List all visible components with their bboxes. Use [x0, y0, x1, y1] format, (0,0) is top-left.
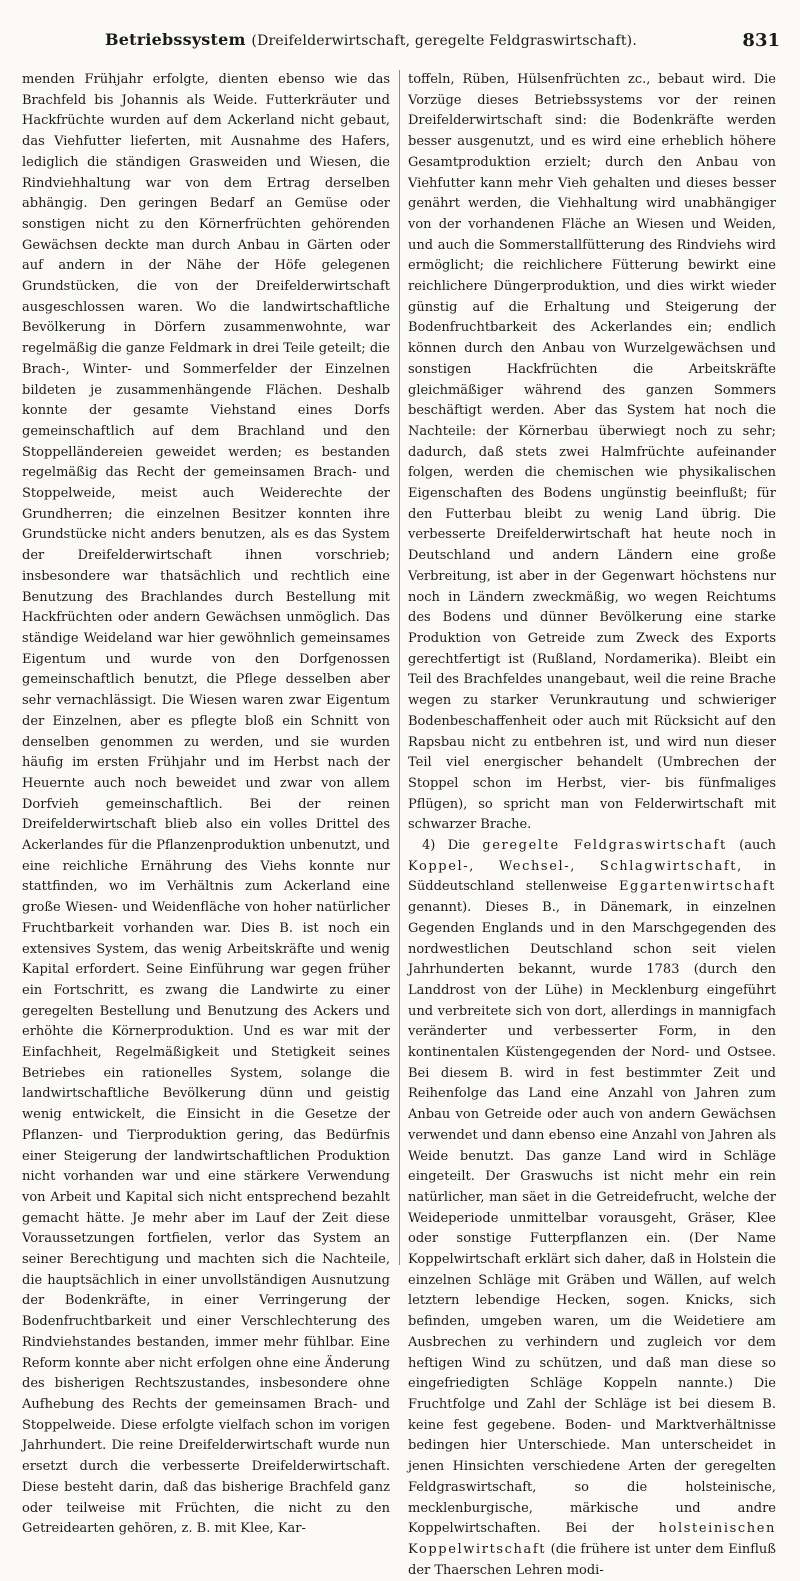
page — [22, 0, 780, 1578]
column-divider — [399, 70, 400, 1265]
running-header — [22, 30, 780, 54]
text-fragment: (auch — [726, 838, 776, 854]
header-subtitle: (Dreifelderwirtschaft, geregelte Feldgraswirtschaft). — [251, 33, 637, 49]
left-column-text: menden Frühjahr erfolgte, dienten ebenso wie das Brachfeld bis Johannis als Weide. Futterkräuter und Hackfrüchte wurden auf dem Ackerland nicht gebaut, das Viehfutter lieferten, mit Ausnahme des Hafers, lediglich die ständigen Grasweiden und Wiesen, die Rindviehhaltung war von dem Ertrag derselben abhängig. Den geringen Bedarf an Gemüse oder sonstigen nicht zu den Körnerfrüchten gehörenden Gewächsen deckte man durch Anbau in Gärten oder auf andern in der Nähe der Höfe gelegenen Grundstücken, die von der Dreifelderwirtschaft ausgeschlossen waren. Wo die landwirtschaftliche Bevölkerung in Dörfern zusammenwohnte, war regelmäßig die ganze Feldmark in drei Teile geteilt; die Brach-, Winter- und Sommerfelder der Einzelnen bildeten je zusammenhängende Flächen. Deshalb konnte der gesamte Viehstand eines Dorfs gemeinschaftlich auf dem Brachland und den Stoppelländereien geweidet werden; es bestanden regelmäßig das Recht der gemeinsamen Brach- und Stoppelweide, meist auch Weiderechte der Grundherren; die einzelnen Besitzer konnten ihre Grundstücke nicht anders benutzen, als es das System der Dreifelderwirtschaft ihnen vorschrieb; insbesondere war thatsächlich und rechtlich eine Benutzung des Brachlandes durch Bestellung mit Hackfrüchten oder andern Gewächsen unmöglich. Das ständige Weideland war hier gewöhnlich gemeinsames Eigentum und wurde von den Dorfgenossen gemeinschaftlich benutzt, die Pflege desselben aber sehr vernachlässigt. Die Wiesen waren zwar Eigentum der Einzelnen, aber es pflegte bloß ein Schnitt von denselben genommen zu werden, und sie wurden häufig im ersten Frühjahr und im Herbst nach der Heuernte auch noch beweidet und zwar von allem Dorfvieh gemeinschaftlich. Bei der reinen Dreifelderwirtschaft blieb also ein volles Drittel des Ackerlandes für die Pflanzenproduktion unbenutzt, und eine reichliche Ernährung des Viehs konnte nur stattfinden, wo im Verhältnis zum Ackerland eine große Wiesen- und Weidenfläche von hoher natürlicher Fruchtbarkeit vorhanden war. Dies B. ist noch ein extensives System, das wenig Arbeitskräfte und wenig Kapital erfordert. Seine Einführung war gegen früher ein Fortschritt, es zwang die Landwirte zu einer geregelten Bestellung und Benutzung des Ackers und erhöhte die Körnerproduktion. Und es war mit der Einfachheit, Regelmäßigkeit und Stetigkeit seines Betriebes ein rationelles System, solange die landwirtschaftliche Bevölkerung dünn und geistig wenig entwickelt, die Einsicht in die Gesetze der Pflanzen- und Tierproduktion gering, das Bedürfnis einer Steigerung der landwirtschaftlichen Produktion nicht vorhanden war und eine stärkere Verwendung von Arbeit und Kapital sich nicht entsprechend bezahlt gemacht hätte. Je mehr aber im Lauf der Zeit diese Voraussetzungen fortfielen, verlor das System an seiner Berechtigung und machten sich die Nachteile, die hauptsächlich in einer unvollständigen Ausnutzung der Bodenkräfte, in einer Verringerung der Bodenfruchtbarkeit und einer Verschlechterung des Rindviehstandes bestanden, immer mehr fühlbar. Eine Reform konnte aber nicht erfolgen ohne eine Änderung des bisherigen Rechtszustandes, insbesondere ohne Aufhebung des Rechts der gemeinsamen Brach- und Stoppelweide. Diese erfolgte vielfach schon im vorigen Jahrhundert. Die reine Dreifelderwirtschaft wurde nun ersetzt durch die verbesserte Dreifelderwirtschaft. Diese besteht darin, daß das bisherige Brachfeld ganz oder teilweise mit Früchten, die nicht zu den Getreidearten gehören, z. B. mit Klee, Kar- — [22, 72, 390, 1537]
text-fragment: (die frühere ist unter dem Einfluß der Thaerschen Lehren modi- — [408, 1541, 776, 1578]
left-column — [22, 70, 390, 1537]
term-geregelte-feldgraswirtschaft: geregelte Feldgraswirtschaft — [482, 838, 727, 854]
right-column-paragraph-2 — [408, 836, 776, 1581]
header-title — [22, 30, 720, 49]
header-title-main: Betriebssystem — [105, 30, 246, 49]
term-holsteinische-koppelwirtschaft: holsteinischen Koppelwirtschaft — [408, 1521, 776, 1557]
text-fragment: genannt). Dieses B., in Dänemark, in einzelnen Gegenden Englands und in den Marschgegenden des nordwestlichen Deutschland schon seit vielen Jahrhunderten bekannt, wurde 1783 (durch den Landdrost von der Lühe) in Mecklenburg eingeführt und verbreitete sich von dort, allerdings in mannigfach veränderter und verbesserter Form, in den kontinentalen Küstengegenden der Nord- und Ostsee. Bei diesem B. wird in fest bestimmter Zeit und Reihenfolge das Land eine Anzahl von Jahren zum Anbau von Getreide oder auch von andern Gewächsen verwendet und dann ebenso eine Anzahl von Jahren als Weide benutzt. Das ganze Land wird in Schläge eingeteilt. Der Graswuchs ist nicht mehr ein rein natürlicher, man säet in die Getreidefrucht, welche der Weideperiode unmittelbar vorausgeht, Gräser, Klee oder sonstige Futterpflanzen ein. (Der Name Koppelwirtschaft erklärt sich daher, daß in Holstein die einzelnen Schläge mit Gräben und Wällen, auf welch letztern lebendige Hecken, sogen. Knicks, sich befinden, umgeben waren, um die Weidetiere am Ausbrechen zu verhindern und zugleich vor dem heftigen Wind zu schützen, und daß man diese so eingefriedigten Schläge Koppeln nannte.) Die Fruchtfolge und Zahl der Schläge ist bei diesem B. keine fest gegebene. Boden- und Marktverhältnisse bedingen hier Unterschiede. Man unterscheidet in jenen Hinsichten verschiedene Arten der geregelten Feldgraswirtschaft, so die holsteinische, mecklenburgische, märkische und andre Koppelwirtschaften. Bei der — [408, 900, 776, 1537]
term-eggartenwirtschaft: Eggartenwirtschaft — [618, 879, 776, 895]
page-number: 831 — [742, 30, 780, 51]
right-column — [408, 70, 777, 1578]
right-column-paragraph-1: toffeln, Rüben, Hülsenfrüchten zc., bebaut wird. Die Vorzüge dieses Betriebssystems vor der reinen Dreifelderwirtschaft sind: die Bodenkräfte werden besser ausgenutzt, und es wird eine erheblich höhere Gesamtproduktion erzielt; durch den Anbau von Viehfutter kann mehr Vieh gehalten und dieses besser genährt werden, die Viehhaltung wird unabhängiger von der vorhandenen Fläche an Wiesen und Weiden, und auch die Sommerstallfütterung des Rindviehs wird ermöglicht; die reichlichere Fütterung bewirkt eine reichlichere Düngerproduktion, und dies wirkt wieder günstig auf die Erhaltung und Steigerung der Bodenfruchtbarkeit des Ackerlandes ein; endlich können durch den Anbau von Wurzelgewächsen und sonstigen Hackfrüchten die Arbeitskräfte gleichmäßiger während des ganzen Sommers beschäftigt werden. Aber das System hat noch die Nachteile: der Körnerbau überwiegt noch zu sehr; dadurch, daß stets zwei Halmfrüchte aufeinander folgen, werden die chemischen wie physikalischen Eigenschaften des Bodens ungünstig beeinflußt; für den Futterbau bleibt zu wenig Land übrig. Die verbesserte Dreifelderwirtschaft hat heute noch in Deutschland und andern Ländern eine große Verbreitung, ist aber in der Gegenwart höchstens nur noch in Ländern zweckmäßig, wo wegen Reichtums des Bodens und dünner Bevölkerung eine starke Produktion von Getreide zum Zweck des Exports gerechtfertigt ist (Rußland, Nordamerika). Bleibt ein Teil des Brachfeldes unangebaut, weil die reine Brache wegen zu starker Verunkrautung und schwieriger Bodenbeschaffenheit oder auch mit Rücksicht auf den Rapsbau nicht zu entbehren ist, und wird nun dieser Teil viel energischer behandelt (Umbrechen der Stoppel schon im Herbst, vier- bis fünfmaliges Pflügen), so spricht man von Felderwirtschaft mit schwarzer Brache. — [408, 72, 776, 833]
section-number: 4) Die — [422, 838, 483, 854]
text-fragment: , in Süddeutschland stellenweise — [408, 858, 777, 895]
term-koppelwirtschaft: Koppel-, Wechsel-, Schlagwirtschaft — [408, 858, 738, 874]
